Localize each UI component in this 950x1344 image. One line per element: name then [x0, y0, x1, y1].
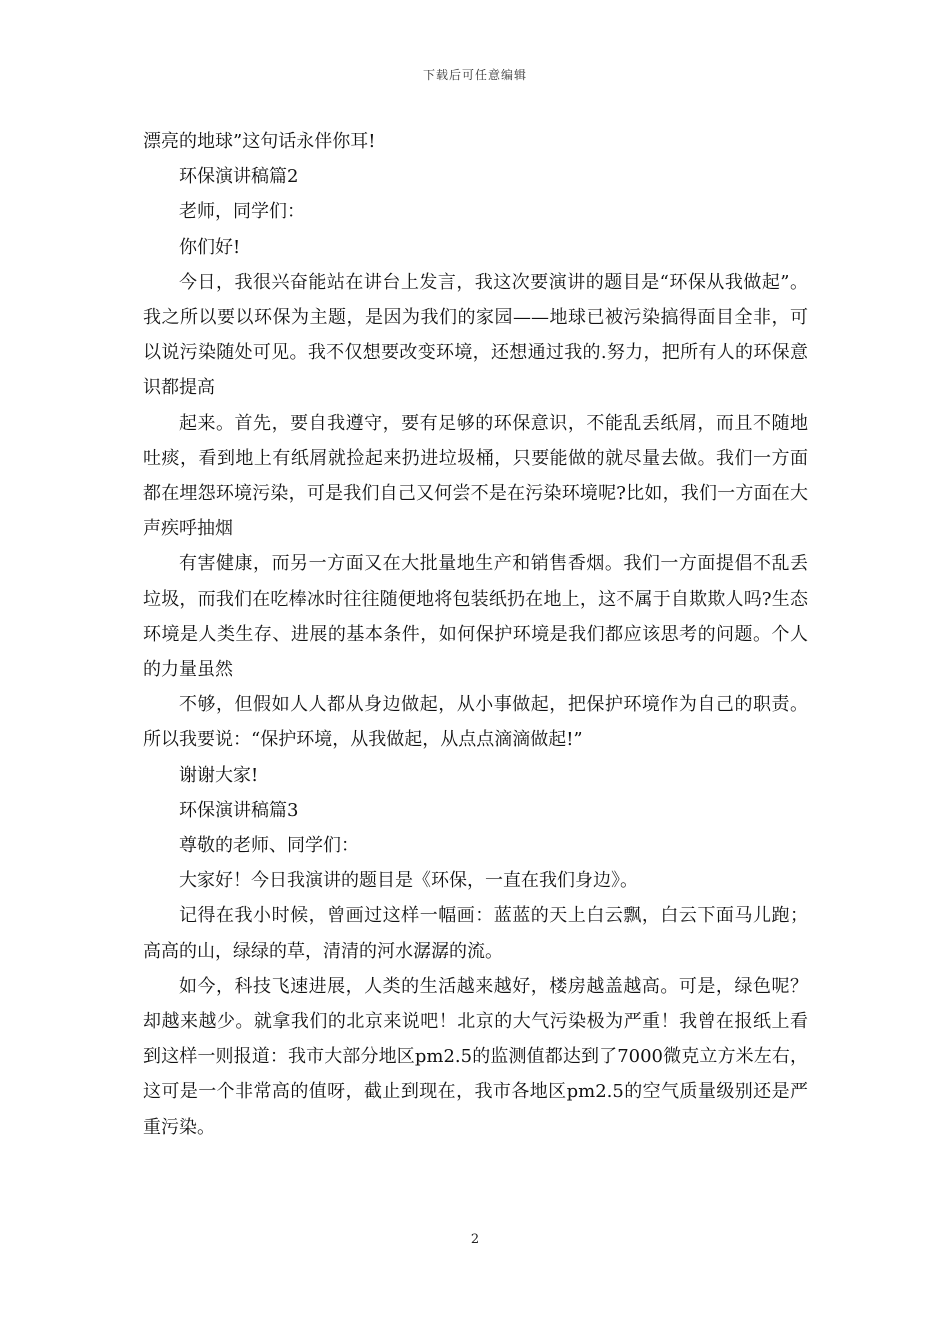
paragraph: 今日，我很兴奋能站在讲台上发言，我这次要演讲的题目是“环保从我做起”。我之所以要以环保为主题，是因为我们的家园——地球已被污染搞得面目全非，可以说污染随处可见。我不仅想要改变环境，还想通过我的.努力，把所有人的环保意识都提高 — [143, 271, 808, 399]
document-body — [143, 124, 808, 1145]
page-number: 2 — [470, 1232, 480, 1247]
closing-thanks: 谢谢大家! — [179, 764, 259, 786]
paragraph: 如今，科技飞速进展，人类的生活越来越好，楼房越盖越高。可是，绿色呢？却越来越少。就拿我们的北京来说吧！北京的大气污染极为严重！我曾在报纸上看到这样一则报道：我市大部分地区pm2.5的监测值都达到了7000微克立方米左右，这可是一个非常高的值呀，截止到现在，我市各地区pm2.5的空气质量级别还是严重污染。 — [143, 975, 808, 1138]
paragraph: 不够，但假如人人都从身边做起，从小事做起，把保护环境作为自己的职责。所以我要说：“保护环境，从我做起，从点点滴滴做起!” — [143, 694, 808, 751]
section-title-speech-2: 环保演讲稿篇2 — [179, 166, 299, 188]
paragraph: 起来。首先，要自我遵守，要有足够的环保意识，不能乱丢纸屑，而且不随地吐痰，看到地上有纸屑就捡起来扔进垃圾桶，只要能做的就尽量去做。我们一方面都在埋怨环境污染，可是我们自己又何尝不是在污染环境呢?比如，我们一方面在大声疾呼抽烟 — [143, 412, 808, 540]
paragraph: 记得在我小时候，曾画过这样一幅画：蓝蓝的天上白云飘，白云下面马儿跑；高高的山，绿绿的草，清清的河水潺潺的流。 — [143, 905, 808, 962]
salutation: 老师，同学们： — [179, 201, 305, 223]
salutation: 尊敬的老师、同学们： — [179, 835, 359, 857]
page-header: 下载后可任意编辑 — [422, 68, 527, 82]
paragraph: 有害健康，而另一方面又在大批量地生产和销售香烟。我们一方面提倡不乱丢垃圾，而我们在吃棒冰时往往随便地将包装纸扔在地上，这不属于自欺欺人吗?生态环境是人类生存、进展的基本条件，如何保护环境是我们都应该思考的问题。个人的力量虽然 — [143, 553, 808, 681]
greeting: 你们好! — [179, 236, 241, 258]
section-title-speech-3: 环保演讲稿篇3 — [179, 799, 299, 821]
greeting: 大家好！今日我演讲的题目是《环保，一直在我们身边》。 — [179, 870, 638, 892]
paragraph-continuation: 漂亮的地球”这句话永伴你耳! — [143, 131, 376, 152]
